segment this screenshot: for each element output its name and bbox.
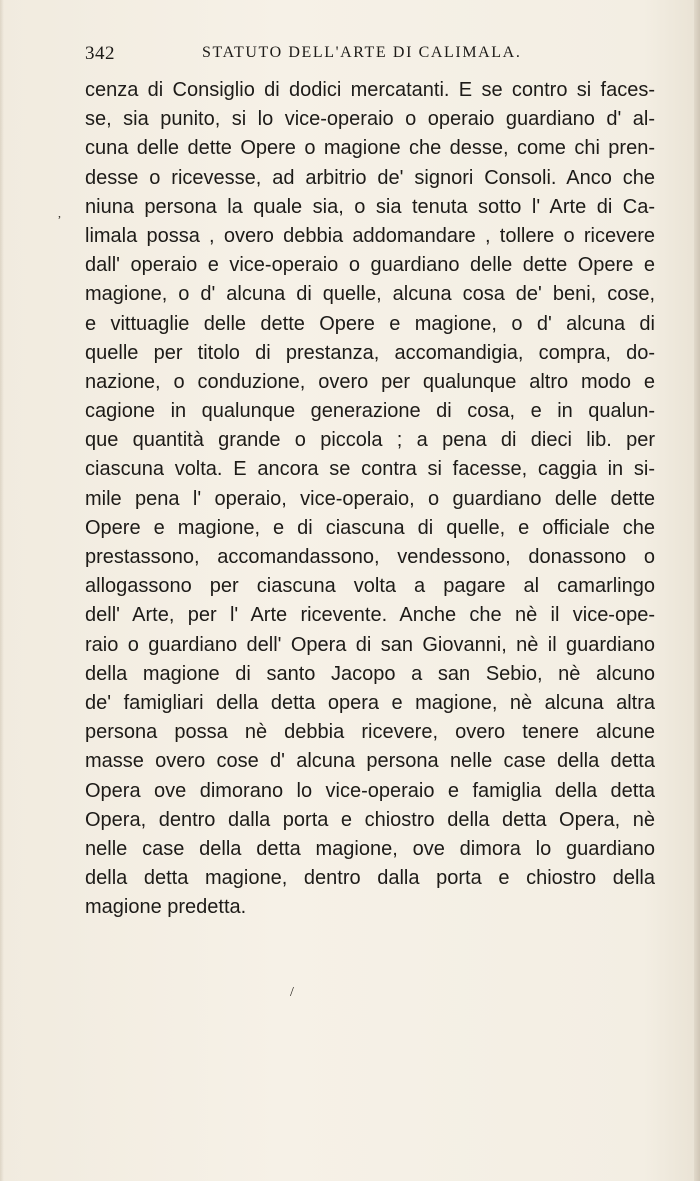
text-line: ciascuna volta. E ancora se contra si facesse, caggia in si- bbox=[85, 458, 655, 481]
text-line: dell' Arte, per l' Arte ricevente. Anche che nè il vice-ope- bbox=[85, 604, 655, 627]
text-line: nazione, o conduzione, overo per qualunque altro modo e bbox=[85, 370, 655, 393]
text-line: mile pena l' operaio, vice-operaio, o guardiano delle dette bbox=[85, 487, 655, 510]
text-line: se, sia punito, si lo vice-operaio o operaio guardiano d' al- bbox=[85, 108, 655, 131]
text-line: prestassono, accomandassono, vendessono, donassono o bbox=[85, 546, 655, 568]
text-line: desse o ricevesse, ad arbitrio de' signori Consoli. Anco che bbox=[85, 166, 655, 189]
stray-mark: , bbox=[58, 206, 61, 220]
text-line: persona possa nè debbia ricevere, overo tenere alcune bbox=[85, 721, 655, 744]
text-line: raio o guardiano dell' Opera di san Giovanni, nè il guardiano bbox=[85, 633, 655, 656]
text-line: allogassono per ciascuna volta a pagare al camarlingo bbox=[85, 575, 655, 598]
text-line: magione predetta. bbox=[85, 896, 247, 919]
text-line: Opera, dentro dalla porta e chiostro della detta Opera, nè bbox=[85, 808, 655, 831]
running-head: STATUTO DELL'ARTE DI CALIMALA. bbox=[202, 44, 522, 61]
text-line: cuna delle dette Opere o magione che desse, come chi pren- bbox=[85, 137, 655, 160]
text-line: Opera ove dimorano lo vice-operaio e famiglia della detta bbox=[85, 779, 655, 802]
text-line: della detta magione, dentro dalla porta e chiostro della bbox=[85, 867, 655, 890]
text-line: quelle per titolo di prestanza, accomandigia, compra, do- bbox=[85, 341, 655, 364]
text-line: e vittuaglie delle dette Opere e magione, o d' alcuna di bbox=[85, 312, 655, 335]
text-line: della magione di santo Jacopo a san Sebio, nè alcuno bbox=[85, 662, 655, 685]
body-text bbox=[85, 76, 655, 922]
page-number: 342 bbox=[85, 43, 115, 64]
page-header bbox=[85, 43, 655, 73]
page-right-edge bbox=[694, 0, 700, 1181]
page-left-edge bbox=[0, 0, 4, 1181]
text-line: cagione in qualunque generazione di cosa, e in qualun- bbox=[85, 400, 655, 423]
text-line: dall' operaio e vice-operaio o guardiano delle dette Opere e bbox=[85, 254, 655, 277]
text-line: limala possa , overo debbia addomandare , tollere o ricevere bbox=[85, 224, 655, 247]
stray-mark: / bbox=[290, 985, 294, 1000]
text-line: Opere e magione, e di ciascuna di quelle, e officiale che bbox=[85, 516, 655, 539]
text-line: magione, o d' alcuna di quelle, alcuna cosa de' beni, cose, bbox=[85, 283, 655, 306]
text-line: masse overo cose d' alcuna persona nelle case della detta bbox=[85, 750, 655, 773]
text-line: que quantità grande o piccola ; a pena di dieci lib. per bbox=[85, 429, 655, 452]
text-line: cenza di Consiglio di dodici mercatanti. E se contro si faces- bbox=[85, 79, 655, 101]
text-line: nelle case della detta magione, ove dimora lo guardiano bbox=[85, 837, 655, 860]
text-line: niuna persona la quale sia, o sia tenuta sotto l' Arte di Ca- bbox=[85, 195, 655, 218]
text-line: de' famigliari della detta opera e magione, nè alcuna altra bbox=[85, 691, 655, 714]
